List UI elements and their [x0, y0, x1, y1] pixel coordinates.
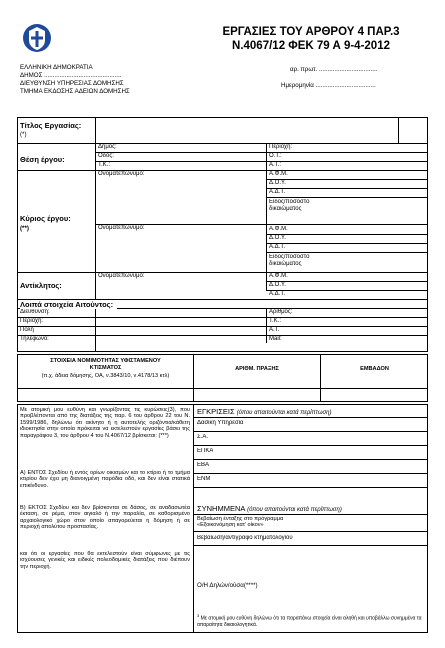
owner1-adt-label: Α.Δ.Τ. — [269, 189, 286, 195]
work-title-label: Τίτλος Εργασίας: — [20, 121, 82, 130]
approval-epka: ΕΠΚΑ — [197, 448, 214, 454]
approval-forest-service: Δασική Υπηρεσία — [197, 420, 244, 426]
approval-eba: ΕΒΑ — [197, 462, 210, 468]
owner-note: (**) — [20, 225, 29, 232]
signature-area[interactable] — [197, 592, 425, 606]
org-republic: ΕΛΛΗΝΙΚΗ ΔΗΜΟΚΡΑΤΙΑ — [20, 64, 93, 71]
area-field-label: Περιοχή: — [269, 144, 293, 150]
applicant-heading: Λοιπά στοιχεία Αιτούντος: — [20, 300, 117, 309]
owner1-doy-label: Δ.Ο.Υ. — [269, 180, 286, 186]
declarant-signature-label: Ο/Η Δηλών/ούσα(****) — [197, 582, 258, 589]
attachment-land-registry: Βεβαίωση/αντίγραφο κτηματολογίου — [197, 535, 293, 541]
applicant-at-label: Α.Τ. — [269, 327, 280, 333]
declaration-option-a[interactable]: Α) ΕΝΤΟΣ Σχεδίου ή εντός ορίων οικισμών και το κτίριο ή το τμήμα κτιρίου δεν έχει μη διανοιγμένη παρόδια οδό, και δεν είναι στατικά επικίνδυνο. — [20, 470, 190, 489]
owner1-name-label: Ονοματεπώνυμο: — [98, 171, 145, 177]
legal-col-heading3: (π.χ. άδεια δόμησης, ΟΑ, ν.3843/10, ν.4178/13 κτλ) — [41, 373, 170, 379]
counterparty-label: Αντίκλητος: — [20, 281, 62, 290]
work-title-input[interactable] — [96, 118, 397, 142]
protocol-number-field[interactable]: αρ. πρωτ. .................................. — [290, 66, 378, 73]
form-title-line1: ΕΡΓΑΣΙΕΣ ΤΟΥ ΑΡΘΡΟΥ 4 ΠΑΡ.3 — [222, 26, 400, 38]
applicant-postcode-label: Τ.Κ.: — [269, 318, 282, 324]
applicant-phone-label: Τηλέφωνο: — [20, 336, 49, 342]
declaration-option-b[interactable]: Β) ΕΚΤΟΣ Σχεδίου και δεν βρίσκονται σε δάσος, σε αναδασωτέα έκταση, σε ρέμα, στον αιγιαλό ή την παραλία, σε καθορισμένο αρχαιολογικό χώρο στον οποίο απαγορεύεται η δόμηση ή σε περιοχή απολύτου προστασίας. — [20, 505, 190, 531]
owner1-afm-label: Α.Φ.Μ. — [269, 171, 288, 177]
location-label: Θέση έργου: — [20, 155, 65, 164]
applicant-city-label: Πόλη — [20, 327, 34, 333]
attachments-heading: ΣΥΝΗΜΜΕΝΑ (όπου απαιτούνται κατά περίπτωση) — [197, 504, 342, 513]
approval-sa: Σ.Α. — [197, 434, 209, 440]
counterparty-doy-label: Δ.Ο.Υ. — [269, 282, 286, 288]
owner2-doy-label: Δ.Ο.Υ. — [269, 235, 286, 241]
applicant-address-label: Διεύθυνση: — [20, 309, 50, 315]
counterparty-adt-label: Α.Δ.Τ. — [269, 291, 286, 297]
counterparty-afm-label: Α.Φ.Μ. — [269, 273, 288, 279]
applicant-mail-label: Mail: — [269, 336, 282, 342]
applicant-area-label: Περιοχή: — [20, 318, 44, 324]
owner2-name-label: Ονοματεπώνυμο: — [98, 225, 145, 231]
org-municipality: ΔΗΜΟΣ ............................................. — [20, 72, 122, 79]
legal-col-heading2: ΚΤΙΣΜΑΤΟΣ — [89, 365, 122, 371]
act-number-heading: ΑΡΙΘΜ. ΠΡΑΞΗΣ — [235, 366, 279, 372]
block-field-label: Ο.Τ.: — [269, 153, 282, 159]
date-field[interactable]: Ημερομηνία ................................... — [281, 82, 376, 89]
legal-col-heading1: ΣΤΟΙΧΕΙΑ ΝΟΜΙΜΟΤΗΤΑΣ ΥΦΙΣΤΑΜΕΝΟΥ — [50, 358, 161, 364]
postcode-field-label: Τ.Κ.: — [98, 162, 111, 168]
coat-of-arms-logo — [22, 22, 52, 54]
at-field-label: Α.Τ.: — [269, 162, 282, 168]
footnote: $^3$ Με ατομική μου ευθύνη δηλώνω ότι τα παραπάνω στοιχεία είναι αληθή και υποβάλλω συνημμένα τα απαραίτητα δικαιολογητικά. — [197, 613, 422, 628]
municipality-field-label: Δήμος: — [98, 144, 117, 150]
street-field-label: Οδός: — [98, 153, 114, 159]
owner2-adt-label: Α.Δ.Τ. — [269, 244, 286, 250]
form-title-line2: Ν.4067/12 ΦΕΚ 79 Α 9-4-2012 — [232, 40, 390, 52]
owner1-share-label: Είδος/ποσοστό δικαιώματος — [269, 199, 310, 212]
applicant-number-label: Αριθμός: — [269, 309, 293, 315]
area-heading: ΕΜΒΑΔΟΝ — [360, 366, 389, 372]
attachment-energy-program: Βεβαίωση ένταξης στο πρόγραμμα «Εξοικονόμηση κατ' οίκον» — [197, 516, 284, 529]
approvals-heading: ΕΓΚΡΙΣΕΙΣ (όπου απαιτούνται κατά περίπτωση) — [197, 407, 332, 416]
counterparty-name-label: Ονοματεπώνυμο: — [98, 273, 145, 279]
approval-enm: ΕΝΜ — [197, 476, 211, 482]
declaration-compliance: και ότι οι εργασίες που θα εκτελεστούν είναι σύμφωνες με τις ισχύουσες γενικές και ειδικές πολεοδομικές διατάξεις που διέπουν την περιοχή. — [20, 551, 190, 570]
owner2-share-label: Είδος/ποσοστό δικαιώματος — [269, 254, 310, 267]
declaration-paragraph: Με ατομική μου ευθύνη και γνωρίζοντας τις κυρώσεις(3), που προβλέπονται από της διατάξεις της παρ. 6 του άρθρου 22 του Ν. 1599/1986, δηλώνω ότι ακίνητο ή η αυτοτελής οριζόντια/κάθετη ιδιοκτησία στην οποία πρόκειται να εκτελεστούν εργασίες βάσει της παραγράφου 3, του άρθρου 4 του Ν.4067/12 βρίσκεται: (***) — [20, 407, 190, 439]
owner-label: Κύριος έργου: — [20, 214, 71, 223]
org-department: ΤΜΗΜΑ ΕΚΔΟΣΗΣ ΑΔΕΙΩΝ ΔΟΜΗΣΗΣ — [20, 88, 130, 95]
org-directorate: ΔΙΕΥΘΥΝΣΗ ΥΠΗΡΕΣΙΑΣ ΔΟΜΗΣΗΣ — [20, 80, 124, 87]
owner2-afm-label: Α.Φ.Μ. — [269, 226, 288, 232]
work-title-note: (*) — [20, 131, 27, 138]
